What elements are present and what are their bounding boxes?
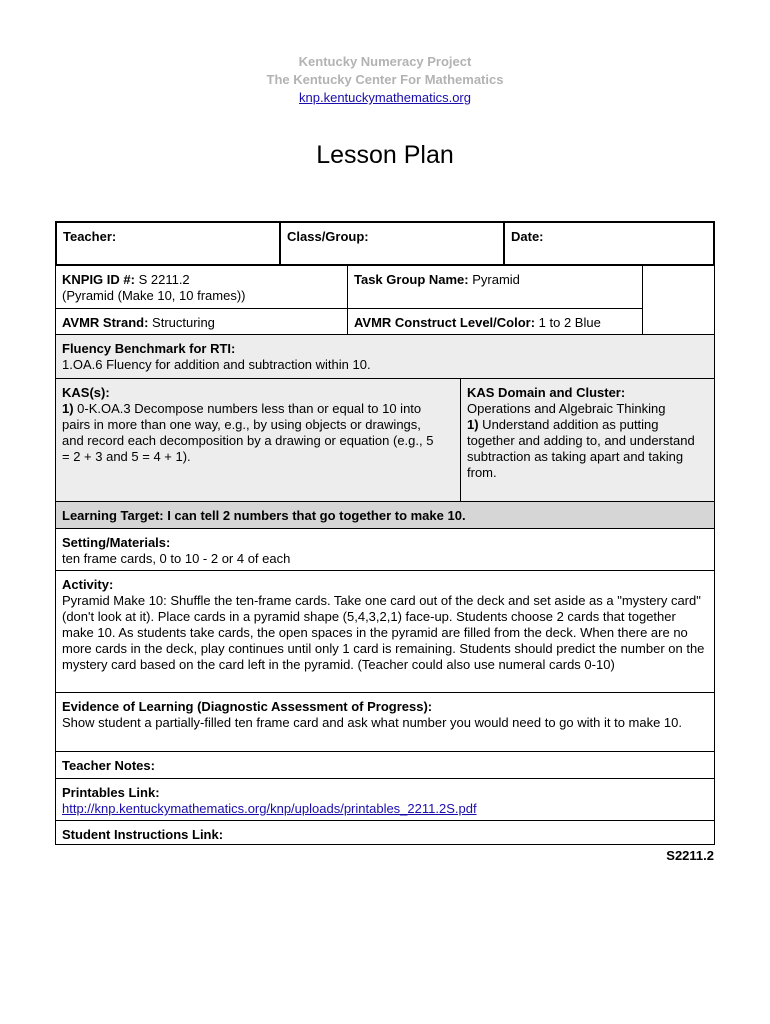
header-center-name: The Kentucky Center For Mathematics	[266, 72, 504, 87]
task-group-value: Pyramid	[468, 272, 520, 287]
teacher-cell[interactable]	[55, 221, 281, 266]
evidence-cell	[55, 692, 715, 752]
learning-target: Learning Target: I can tell 2 numbers that go together to make 10.	[62, 508, 466, 523]
kas-number: 1)	[62, 401, 74, 416]
header-project-name: Kentucky Numeracy Project	[298, 54, 472, 69]
avmr-level-label: AVMR Construct Level/Color:	[354, 315, 536, 330]
printables-link[interactable]: http://knp.kentuckymathematics.org/knp/uploads/printables_2211.2S.pdf	[62, 801, 477, 816]
avmr-level-cell	[347, 308, 643, 335]
printables-cell	[55, 778, 715, 821]
fluency-label: Fluency Benchmark for RTI:	[62, 341, 236, 356]
kas-domain-cell	[460, 378, 715, 502]
evidence-value: Show student a partially-filled ten frame card and ask what number you would need to go with it to make 10.	[62, 715, 683, 730]
class-group-label: Class/Group:	[287, 229, 369, 244]
setting-cell	[55, 528, 715, 571]
kas-domain-text: Understand addition as putting together and adding to, and understand subtraction as taking apart and taking from.	[467, 417, 695, 480]
avmr-strand-label: AVMR Strand:	[62, 315, 149, 330]
teacher-notes-label: Teacher Notes:	[62, 758, 155, 773]
student-instructions-label: Student Instructions Link:	[62, 827, 224, 842]
class-group-cell[interactable]	[279, 221, 505, 266]
avmr-strand-value: Structuring	[148, 315, 215, 330]
date-label: Date:	[511, 229, 544, 244]
student-instructions-cell	[55, 820, 715, 845]
teacher-label: Teacher:	[63, 229, 117, 244]
setting-value: ten frame cards, 0 to 10 - 2 or 4 of each	[62, 551, 291, 566]
avmr-level-value: 1 to 2 Blue	[535, 315, 601, 330]
fluency-value: 1.OA.6 Fluency for addition and subtraction within 10.	[62, 357, 371, 372]
teacher-notes-cell[interactable]	[55, 751, 715, 779]
page-title: Lesson Plan	[316, 141, 454, 169]
task-group-label: Task Group Name:	[354, 272, 469, 287]
fluency-cell	[55, 334, 715, 379]
kas-text: 0-K.OA.3 Decompose numbers less than or equal to 10 into pairs in more than one way, e.g., by using objects or drawings, and record each decomposition by a drawing or equation (e.g., 5 = 2 + 3 and 5 = 4 + 1).	[62, 401, 434, 464]
kas-domain-label: KAS Domain and Cluster:	[467, 385, 626, 400]
knpig-label: KNPIG ID #:	[62, 272, 135, 287]
kas-cell	[55, 378, 461, 502]
task-group-cell	[347, 265, 643, 309]
avmr-strand-cell	[55, 308, 348, 335]
learning-target-cell	[55, 501, 715, 529]
activity-value: Pyramid Make 10: Shuffle the ten-frame cards. Take one card out of the deck and set aside as a "mystery card" (don't look at it). Place cards in a pyramid shape (5,4,3,2,1) face-up. Students choose 2 cards that together make 10. As students take cards, the open spaces in the pyramid are filled from the deck. When there are no more cards in the deck, play continues until only 1 card is remaining. Students should predict the number on the mystery card based on the card left in the pyramid. (Teacher could also use numeral cards 0-10)	[62, 593, 705, 672]
setting-label: Setting/Materials:	[62, 535, 171, 550]
kas-label: KAS(s):	[62, 385, 110, 400]
activity-cell	[55, 570, 715, 693]
header-link[interactable]: knp.kentuckymathematics.org	[299, 90, 471, 105]
footer-code: S2211.2	[666, 848, 714, 863]
date-cell[interactable]	[503, 221, 715, 266]
kas-domain-number: 1)	[467, 417, 479, 432]
blank-cell	[642, 265, 715, 335]
knpig-cell	[55, 265, 348, 309]
knpig-sub: (Pyramid (Make 10, 10 frames))	[62, 288, 246, 303]
evidence-label: Evidence of Learning (Diagnostic Assessment of Progress):	[62, 699, 433, 714]
activity-label: Activity:	[62, 577, 114, 592]
printables-label: Printables Link:	[62, 785, 160, 800]
kas-domain-line1: Operations and Algebraic Thinking	[467, 401, 666, 416]
knpig-value: S 2211.2	[134, 272, 190, 287]
